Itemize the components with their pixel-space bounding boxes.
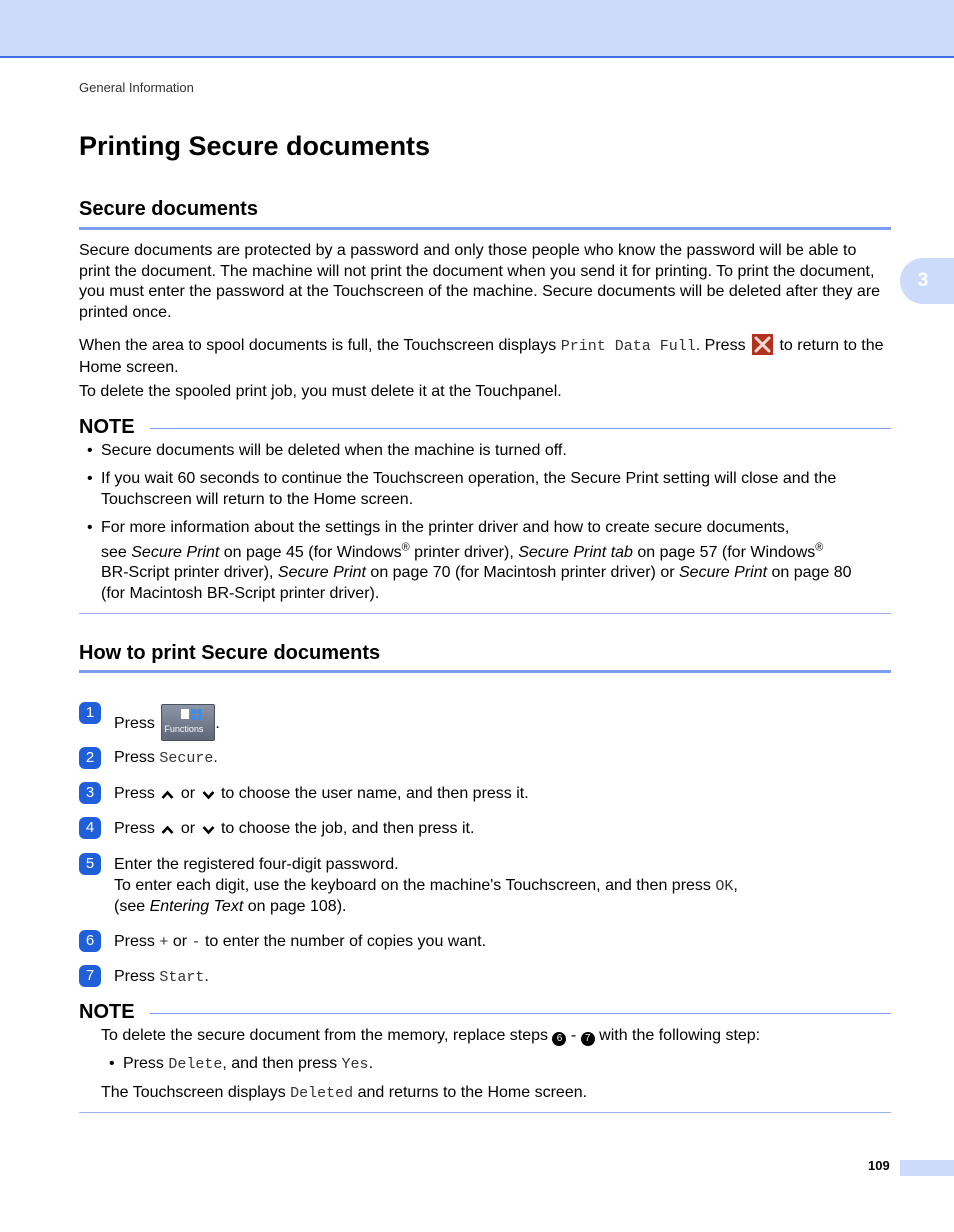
chevron-down-icon (202, 825, 215, 835)
chapter-tab: 3 (900, 258, 954, 304)
code-start: Start (159, 969, 205, 986)
step-1: 1 Press Functions . (79, 702, 891, 738)
note-bullet: • Secure documents will be deleted when the machine is turned off. (87, 441, 891, 462)
bullet-dot: • (109, 1055, 115, 1072)
code-deleted: Deleted (290, 1085, 354, 1102)
link-secure-print-mac[interactable]: Secure Print (277, 564, 366, 581)
step-number: 5 (79, 853, 101, 875)
code-minus: - (191, 934, 201, 951)
running-header: General Information (79, 80, 194, 95)
step-number: 2 (79, 747, 101, 769)
paragraph-spool-full: When the area to spool documents is full, the Touchscreen displays Print Data Full. Press to return to the Home screen. (79, 334, 891, 378)
link-entering-text[interactable]: Entering Text (149, 898, 244, 915)
note-bullet: • For more information about the settings in the printer driver and how to create secure documents, see Secure Print on page 45 (for Windows® printer driver), Secure Print tab on page 57 (for Windows® BR-Script printer driver), Secure Print on page 70 (for Macintosh printer driver) or Secure Print on page 80 (for Macintosh BR-Script printer driver). (87, 519, 852, 602)
step-number: 6 (79, 930, 101, 952)
functions-button-icon: Functions (161, 704, 215, 741)
step-4: 4 Press or to choose the job, and then press it. (79, 817, 891, 841)
note-title: NOTE (79, 416, 135, 438)
code-plus: + (159, 934, 169, 951)
code-print-data-full: Print Data Full (560, 338, 696, 355)
section-heading-secure-documents: Secure documents (79, 198, 258, 220)
code-delete: Delete (168, 1056, 223, 1073)
note-end-rule (79, 613, 891, 614)
note-rule (150, 428, 891, 429)
code-ok: OK (715, 877, 734, 895)
step-3: 3 Press or to choose the user name, and then press it. (79, 782, 891, 806)
step-number: 7 (79, 965, 101, 987)
note-end-rule (79, 1112, 891, 1113)
heading-rule (79, 670, 891, 673)
step-6: 6 Press + or - to enter the number of copies you want. (79, 930, 891, 954)
section-heading-how-to-print: How to print Secure documents (79, 642, 381, 664)
heading-rule (79, 227, 891, 230)
step-7-marker: 7 (581, 1032, 595, 1046)
link-secure-print-tab[interactable]: Secure Print tab (518, 543, 633, 561)
note-bullet: • If you wait 60 seconds to continue the Touchscreen operation, the Secure Print setting will close and the Touchscreen will return to the Home screen. (87, 470, 837, 508)
note2-line1: To delete the secure document from the memory, replace steps 6 - 7 with the following step: (101, 1027, 761, 1044)
step-7: 7 Press Start. (79, 965, 891, 989)
step-5: 5 Enter the registered four-digit password. To enter each digit, use the keyboard on the machine's Touchscreen, and then press OK, (see Entering Text on page 108). (79, 853, 891, 919)
step-number: 4 (79, 817, 101, 839)
page-number-bar (900, 1160, 954, 1176)
note-bullet: • Press Delete, and then press Yes. (109, 1055, 374, 1073)
paragraph-delete-spooled: To delete the spooled print job, you must delete it at the Touchpanel. (79, 383, 562, 400)
chevron-down-icon (202, 790, 215, 800)
bullet-dot: • (87, 470, 93, 487)
page-title: Printing Secure documents (79, 131, 431, 161)
step-number: 3 (79, 782, 101, 804)
page-number: 109 (868, 1158, 890, 1173)
chevron-up-icon (161, 790, 174, 800)
close-x-icon (752, 334, 773, 355)
paragraph-intro: Secure documents are protected by a password and only those people who know the password will be able to print the document. The machine will not print the document when you send it for printing. To print the document, you must enter the password at the Touchscreen of the machine. Secure documents will be deleted after they are printed once. (79, 242, 881, 321)
note-rule (150, 1013, 891, 1014)
chevron-up-icon (161, 825, 174, 835)
bullet-dot: • (87, 442, 93, 459)
link-secure-print-mac-brscript[interactable]: Secure Print (679, 564, 768, 581)
step-number: 1 (79, 702, 101, 724)
step-6-marker: 6 (552, 1032, 566, 1046)
top-banner (0, 0, 954, 58)
bullet-dot: • (87, 519, 93, 536)
note2-line2: The Touchscreen displays Deleted and returns to the Home screen. (101, 1084, 588, 1102)
step-2: 2 Press Secure. (79, 747, 891, 771)
code-yes: Yes (341, 1056, 369, 1073)
note-title: NOTE (79, 1001, 135, 1023)
link-secure-print[interactable]: Secure Print (131, 543, 220, 561)
code-secure: Secure (159, 750, 214, 767)
